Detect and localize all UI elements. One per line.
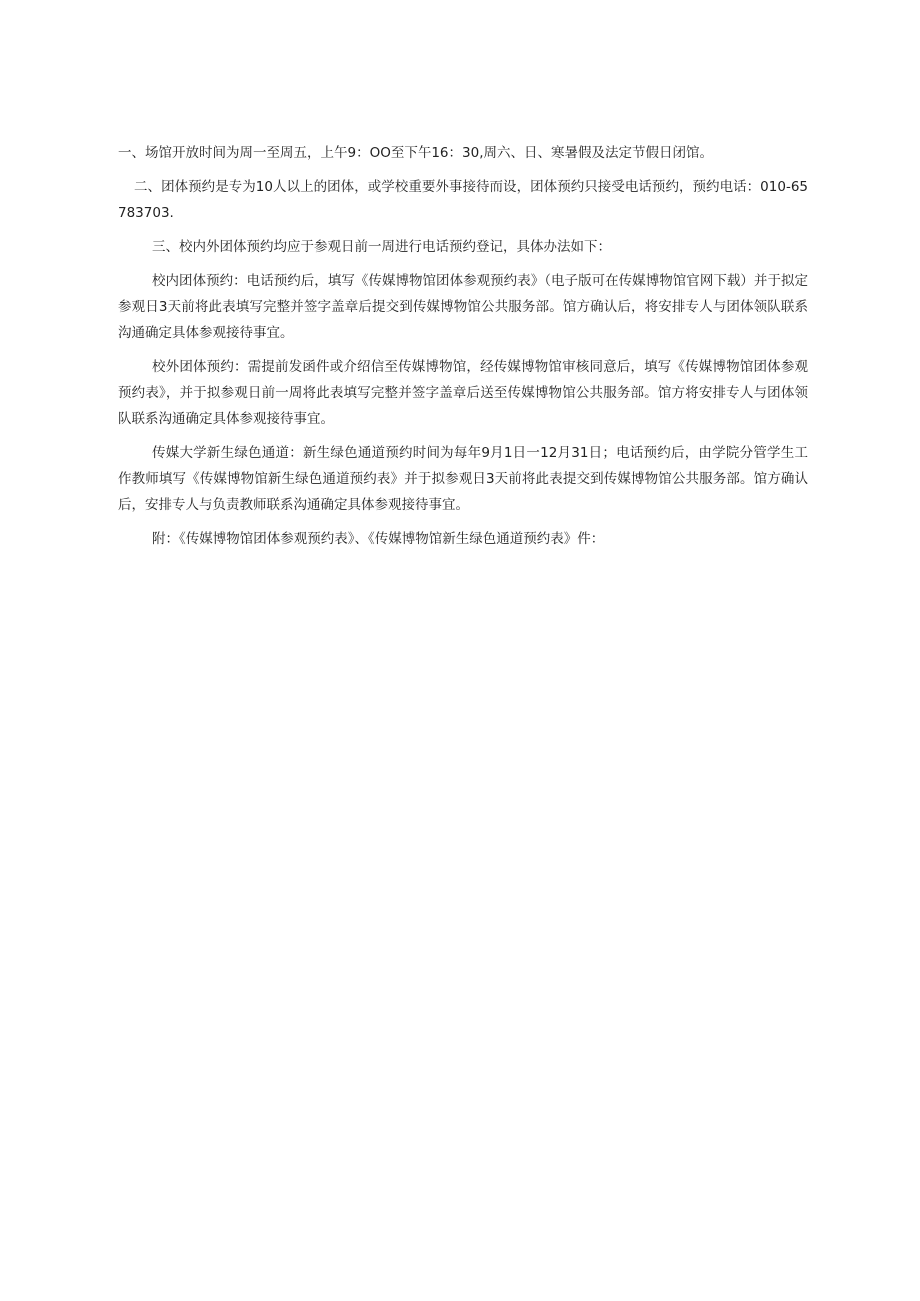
paragraph-opening-hours: 一、场馆开放时间为周一至周五，上午9：OO至下午16：30,周六、日、寒暑假及法定节假日闭馆。 [118,145,713,161]
paragraph-booking-rules: 三、校内外团体预约均应于参观日前一周进行电话预约登记，具体办法如下： [152,239,611,255]
document-body [118,140,808,560]
paragraph-freshman-channel: 传媒大学新生绿色通道：新生绿色通道预约时间为每年9月1日一12月31日；电话预约后，由学院分管学生工作教师填写《传媒博物馆新生绿色通道预约表》并于拟参观日3天前将此表提交到传媒博物馆公共服务部。馆方确认后，安排专人与负责教师联系沟通确定具体参观接待事宜。 [118,445,808,513]
paragraph-attachments: 附：《传媒博物馆团体参观预约表》、《传媒博物馆新生绿色通道预约表》件： [152,531,605,547]
paragraph-group-booking: 二、团体预约是专为10人以上的团体，或学校重要外事接待而设，团体预约只接受电话预约，预约电话：010-65783703. [118,179,808,221]
paragraph-external-groups: 校外团体预约：需提前发函件或介绍信至传媒博物馆，经传媒博物馆审核同意后，填写《传媒博物馆团体参观预约表》，并于拟参观日前一周将此表填写完整并签字盖章后送至传媒博物馆公共服务部。馆方将安排专人与团体领队联系沟通确定具体参观接待事宜。 [118,359,808,427]
paragraph-campus-groups: 校内团体预约：电话预约后，填写《传媒博物馆团体参观预约表》（电子版可在传媒博物馆官网下载）并于拟定参观日3天前将此表填写完整并签字盖章后提交到传媒博物馆公共服务部。馆方确认后，将安排专人与团体领队联系沟通确定具体参观接待事宜。 [118,273,808,341]
